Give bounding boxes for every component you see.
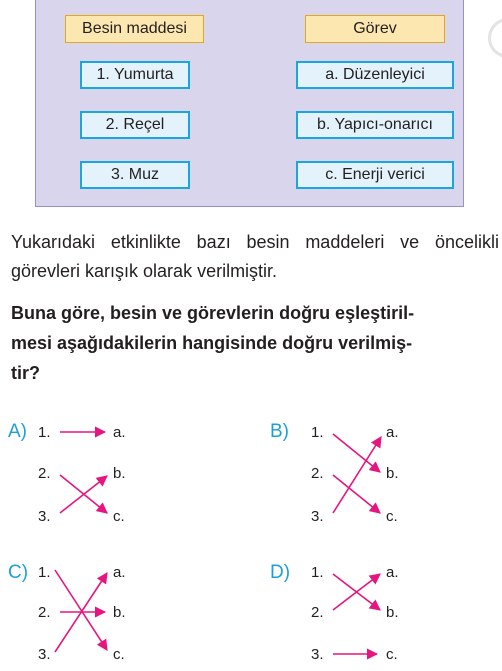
function-item-a: a. Düzenleyici	[296, 61, 454, 89]
question-line-2: mesi aşağıdakilerin hangisinde doğru verilmiş-	[11, 333, 413, 353]
food-item-2: 2. Reçel	[80, 111, 190, 139]
option-b-right-a: a.	[386, 424, 399, 441]
question-line-3: tir?	[11, 363, 40, 383]
food-item-1: 1. Yumurta	[80, 61, 190, 89]
option-a-left-3: 3.	[38, 508, 51, 525]
option-c-left-1: 1.	[38, 564, 51, 581]
option-c-left-2: 2.	[38, 604, 51, 621]
option-b-letter[interactable]: B)	[270, 421, 289, 442]
option-b-left-1: 1.	[311, 424, 324, 441]
function-item-b: b. Yapıcı-onarıcı	[296, 111, 454, 139]
option-b-arrow-1-b	[333, 434, 380, 472]
option-a-right-c: c.	[113, 508, 125, 525]
option-b-left-3: 3.	[311, 508, 324, 525]
question-line-1: Buna göre, besin ve görevlerin doğru eşleştiril-	[11, 303, 415, 323]
option-d-right-c: c.	[386, 646, 398, 663]
option-c-right-a: a.	[113, 564, 126, 581]
option-a-letter[interactable]: A)	[8, 421, 27, 442]
food-item-3: 3. Muz	[80, 161, 190, 189]
option-b-right-c: c.	[386, 508, 398, 525]
function-item-c: c. Enerji verici	[296, 161, 454, 189]
option-b-arrow-2-c	[333, 475, 380, 513]
header-gorev: Görev	[305, 15, 445, 43]
option-c-letter[interactable]: C)	[8, 562, 29, 583]
option-c-right-c: c.	[113, 646, 125, 663]
option-d-right-b: b.	[386, 604, 399, 621]
option-d-right-a: a.	[386, 564, 399, 581]
activity-description: Yukarıdaki etkinlikte bazı besin maddeleri ve öncelikli görevleri karışık olarak verilmiştir.	[11, 232, 499, 281]
option-c-left-3: 3.	[38, 646, 51, 663]
option-d-left-1: 1.	[311, 564, 324, 581]
option-a-left-2: 2.	[38, 465, 51, 482]
option-a-left-1: 1.	[38, 424, 51, 441]
header-besin-maddesi: Besin maddesi	[65, 15, 204, 43]
option-c-right-b: b.	[113, 604, 126, 621]
option-a-right-b: b.	[113, 465, 126, 482]
option-d-left-2: 2.	[311, 604, 324, 621]
option-c-arrow-1-c	[55, 570, 107, 650]
option-b-left-2: 2.	[311, 465, 324, 482]
option-d-left-3: 3.	[311, 646, 324, 663]
option-a-right-a: a.	[113, 424, 126, 441]
option-d-letter[interactable]: D)	[270, 562, 291, 583]
option-b-arrow-3-a	[333, 437, 381, 513]
option-b-right-b: b.	[386, 465, 399, 482]
